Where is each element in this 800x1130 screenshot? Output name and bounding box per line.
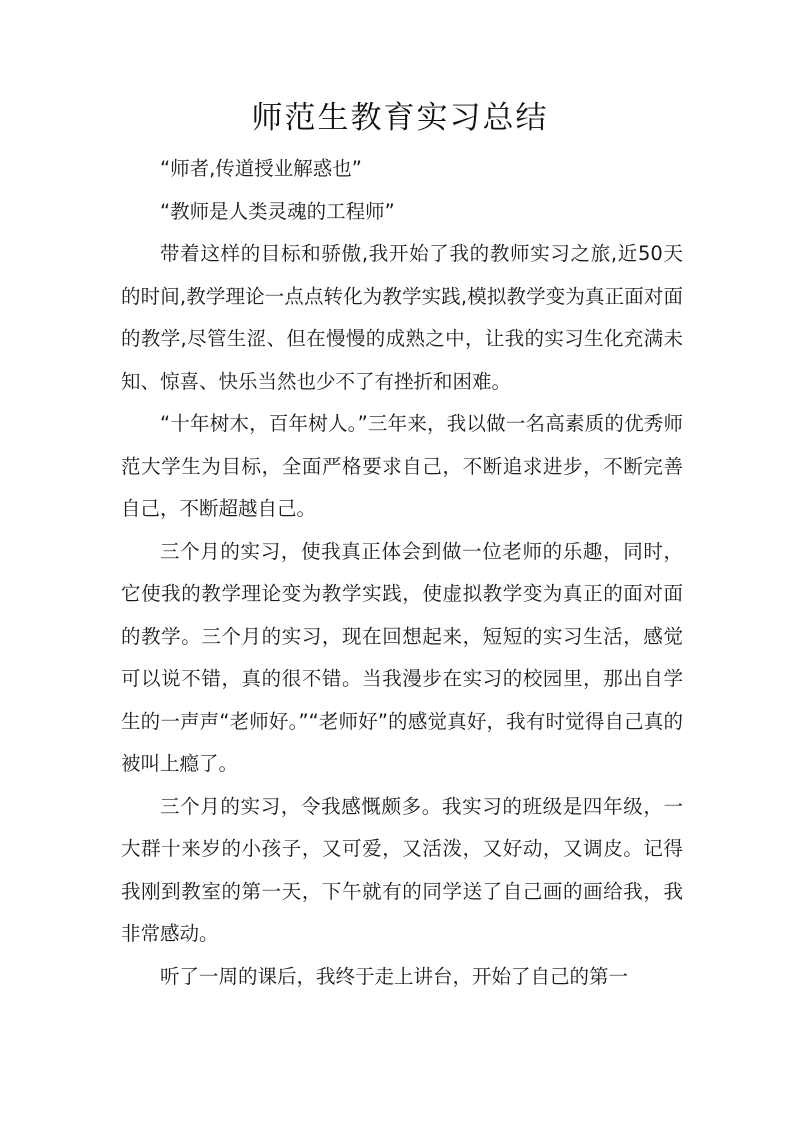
body-paragraph: 带着这样的目标和骄傲,我开始了我的教师实习之旅,近50天的时间,教学理论一点点转化为教学实践,模拟教学变为真正面对面的教学,尽管生涩、但在慢慢的成熟之中，让我的实习生化充满未知、惊喜、快乐当然也少不了有挫折和困难。 [121,242,683,393]
document-body [121,148,683,998]
document-title: 师范生教育实习总结 [251,100,549,136]
quote-paragraph: “师者,传道授业解惑也” [160,157,362,180]
body-paragraph: “十年树木，百年树人。”三年来，我以做一名高素质的优秀师范大学生为目标，全面严格要求自己，不断追求进步，不断完善自己，不断超越自己。 [121,412,683,520]
body-paragraph: 三个月的实习，令我感慨颇多。我实习的班级是四年级，一大群十来岁的小孩子，又可爱，又活泼，又好动，又调皮。记得我刚到教室的第一天，下午就有的同学送了自己画的画给我，我非常感动。 [121,794,683,945]
body-paragraph: 三个月的实习，使我真正体会到做一位老师的乐趣，同时，它使我的教学理论变为教学实践，使虚拟教学变为真正的面对面的教学。三个月的实习，现在回想起来，短短的实习生活，感觉可以说不错，真的很不错。当我漫步在实习的校园里，那出自学生的一声声“老师好。”“老师好”的感觉真好，我有时觉得自己真的被叫上瘾了。 [121,539,683,775]
body-paragraph: 听了一周的课后，我终于走上讲台，开始了自己的第一 [160,964,629,988]
quote-paragraph: “教师是人类灵魂的工程师” [160,199,395,223]
